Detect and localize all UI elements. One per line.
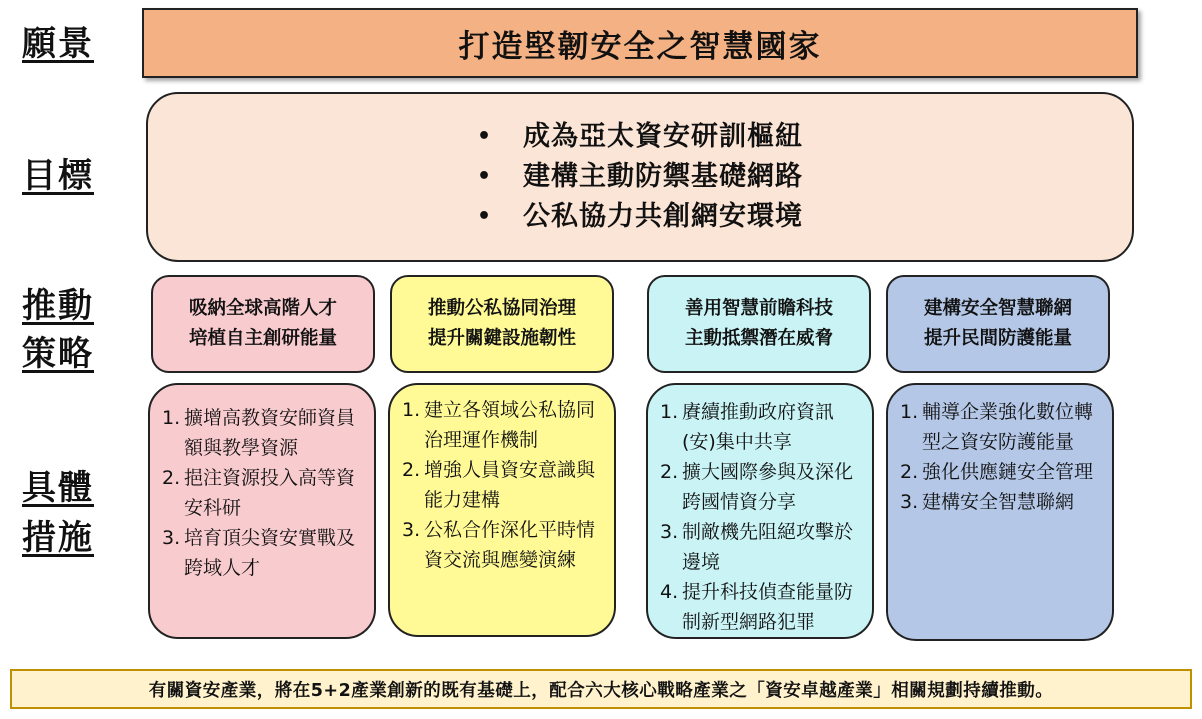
strategy-line: 推動公私協同治理 xyxy=(427,298,576,319)
measure-num: 4. xyxy=(660,581,679,603)
bullet-icon: • xyxy=(477,124,493,149)
measure-num: 2. xyxy=(660,461,679,483)
measure-num: 2. xyxy=(402,459,421,481)
measure-item xyxy=(900,397,1100,457)
measure-item xyxy=(660,397,860,457)
label-measures xyxy=(22,466,114,560)
measure-num: 2. xyxy=(900,461,919,483)
measure-num: 3. xyxy=(162,527,181,549)
strategy-line: 提升關鍵設施韌性 xyxy=(427,328,576,349)
measure-num: 1. xyxy=(660,401,679,423)
label-strategy-line2: 策略 xyxy=(22,334,94,374)
measure-text: 提升科技偵查能量防制新型網路犯罪 xyxy=(682,581,854,633)
strategy-line: 提升民間防護能量 xyxy=(923,328,1072,349)
measure-item xyxy=(660,517,860,577)
label-goals-text: 目標 xyxy=(22,156,94,196)
measure-num: 1. xyxy=(900,401,919,423)
strategy-line: 培植自主創研能量 xyxy=(188,328,337,349)
measure-item xyxy=(402,515,602,575)
measure-box-iot xyxy=(886,383,1114,641)
measure-item xyxy=(162,403,362,463)
measure-item xyxy=(660,577,860,637)
measure-text: 挹注資源投入高等資安科研 xyxy=(184,467,356,519)
goal-text: 公私協力共創網安環境 xyxy=(523,201,803,232)
strategy-line: 吸納全球高階人才 xyxy=(188,298,337,319)
goal-item xyxy=(477,157,803,197)
measure-num: 3. xyxy=(660,521,679,543)
measure-text: 賡續推動政府資訊(安)集中共享 xyxy=(682,401,835,453)
label-strategy-line1: 推動 xyxy=(22,286,94,326)
strategy-line: 主動抵禦潛在威脅 xyxy=(684,328,833,349)
measure-text: 擴大國際參與及深化跨國情資分享 xyxy=(682,461,854,513)
measure-item xyxy=(660,457,860,517)
measure-num: 1. xyxy=(162,407,181,429)
measure-text: 擴增高教資安師資員額與教學資源 xyxy=(184,407,356,459)
label-vision xyxy=(22,22,114,66)
goals-box xyxy=(146,92,1134,262)
strategy-box-governance xyxy=(390,275,614,373)
label-measures-line2: 措施 xyxy=(22,518,94,558)
goal-item xyxy=(477,197,803,237)
measure-item xyxy=(162,463,362,523)
footer-text: 有關資安產業，將在5+2產業創新的既有基礎上，配合六大核心戰略產業之「資安卓越產業」相關規劃持續推動。 xyxy=(148,680,1054,701)
measure-text: 培育頂尖資安實戰及跨域人才 xyxy=(184,527,356,579)
strategy-line: 建構安全智慧聯網 xyxy=(923,298,1072,319)
label-strategy xyxy=(22,284,114,376)
label-measures-line1: 具體 xyxy=(22,468,94,508)
measure-item xyxy=(900,487,1100,517)
measure-item xyxy=(162,523,362,583)
strategy-box-iot xyxy=(886,275,1110,373)
strategy-box-technology xyxy=(647,275,871,373)
measure-item xyxy=(402,395,602,455)
measure-text: 增強人員資安意識與能力建構 xyxy=(424,459,596,511)
vision-text: 打造堅韌安全之智慧國家 xyxy=(458,28,822,65)
bullet-icon: • xyxy=(477,204,493,229)
label-vision-text: 願景 xyxy=(22,24,94,64)
measure-text: 制敵機先阻絕攻擊於邊境 xyxy=(682,521,854,573)
footer-note xyxy=(10,669,1192,709)
strategy-box-talent xyxy=(151,275,375,373)
strategy-line: 善用智慧前瞻科技 xyxy=(684,298,833,319)
measure-text: 公私合作深化平時情資交流與應變演練 xyxy=(424,519,596,571)
vision-box xyxy=(142,8,1138,78)
measure-num: 2. xyxy=(162,467,181,489)
measure-box-technology xyxy=(646,383,874,639)
measure-text: 建構安全智慧聯網 xyxy=(922,491,1075,513)
measure-num: 1. xyxy=(402,399,421,421)
goal-text: 建構主動防禦基礎網路 xyxy=(523,161,803,192)
measure-item xyxy=(900,457,1100,487)
measure-box-talent xyxy=(148,383,376,639)
goal-item xyxy=(477,117,803,157)
bullet-icon: • xyxy=(477,164,493,189)
measure-text: 強化供應鏈安全管理 xyxy=(922,461,1094,483)
measure-box-governance xyxy=(388,383,616,637)
measure-item xyxy=(402,455,602,515)
measure-num: 3. xyxy=(402,519,421,541)
goal-text: 成為亞太資安研訓樞紐 xyxy=(523,121,803,152)
measure-num: 3. xyxy=(900,491,919,513)
measure-text: 建立各領域公私協同治理運作機制 xyxy=(424,399,596,451)
label-goals xyxy=(22,154,114,198)
measure-text: 輔導企業強化數位轉型之資安防護能量 xyxy=(922,401,1094,453)
